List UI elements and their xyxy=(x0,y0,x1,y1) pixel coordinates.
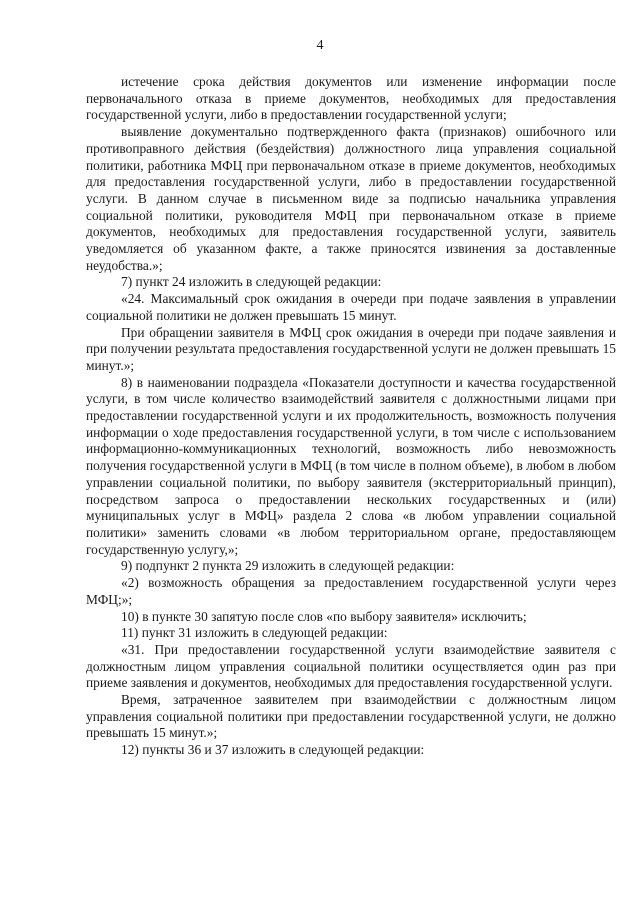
paragraph: выявление документально подтвержденного факта (признаков) ошибочного или противоправного действия (бездействия) должностного лица управления социальной политики, работника МФЦ при первоначальном отказе в приеме документов, необходимых для предоставления государственной услуги, либо в предоставлении государственной услуги. В данном случае в письменном виде за подписью начальника управления социальной политики, руководителя МФЦ при первоначальном отказе в приеме документов, необходимых для предоставления государственной услуги, заявитель уведомляется об указанном факте, а также приносятся извинения за доставленные неудобства.»; xyxy=(86,124,616,273)
paragraph: истечение срока действия документов или изменение информации после первоначального отказа в приеме документов, необходимых для предоставления государственной услуги, либо в предоставлении государственной услуги; xyxy=(86,74,616,123)
paragraph: При обращении заявителя в МФЦ срок ожидания в очереди при подаче заявления и при получении результата предоставления государственной услуги не должен превышать 15 минут.»; xyxy=(86,324,616,373)
paragraph: Время, затраченное заявителем при взаимодействии с должностным лицом управления социальной политики при предоставлении государственной услуги, не должно превышать 15 минут.»; xyxy=(86,692,616,741)
paragraph: «24. Максимальный срок ожидания в очереди при подаче заявления в управлении социальной политики не должен превышать 15 минут. xyxy=(86,291,616,323)
paragraph: 11) пункт 31 изложить в следующей редакции: xyxy=(121,625,388,641)
paragraph: 9) подпункт 2 пункта 29 изложить в следующей редакции: xyxy=(121,558,455,574)
paragraph: 10) в пункте 30 запятую после слов «по выбору заявителя» исключить; xyxy=(121,608,527,624)
page-number: 4 xyxy=(316,38,324,53)
paragraph: «2) возможность обращения за предоставлением государственной услуги через МФЦ;»; xyxy=(86,575,616,607)
document-body xyxy=(86,74,616,759)
paragraph: «31. При предоставлении государственной услуги взаимодействие заявителя с должностным лицом управления социальной политики осуществляется один раз при приеме заявления и документов, необходимых для предоставления государственной услуги. xyxy=(86,641,616,691)
paragraph: 12) пункты 36 и 37 изложить в следующей редакции: xyxy=(121,742,425,758)
paragraph: 8) в наименовании подраздела «Показатели доступности и качества государственной услуги, в том числе количество взаимодействий заявителя с должностными лицами при предоставлении государственной услуги и их продолжительность, возможность получения информации о ходе предоставления государственной услуги, в том числе с использованием информационно-коммуникационных технологий, возможность либо невозможность получения государственной услуги в МФЦ (в том числе в полном объеме), в любом в любом управлении социальной политики, по выбору заявителя (экстерриториальный принцип), посредством запроса о предоставлении нескольких государственных и (или) муниципальных услуг в МФЦ» раздела 2 слова «в любом управлении социальной политики» заменить словами «в любом территориальном органе, предоставляющем государственную услугу,»; xyxy=(86,374,616,557)
paragraph: 7) пункт 24 изложить в следующей редакции: xyxy=(121,274,382,290)
